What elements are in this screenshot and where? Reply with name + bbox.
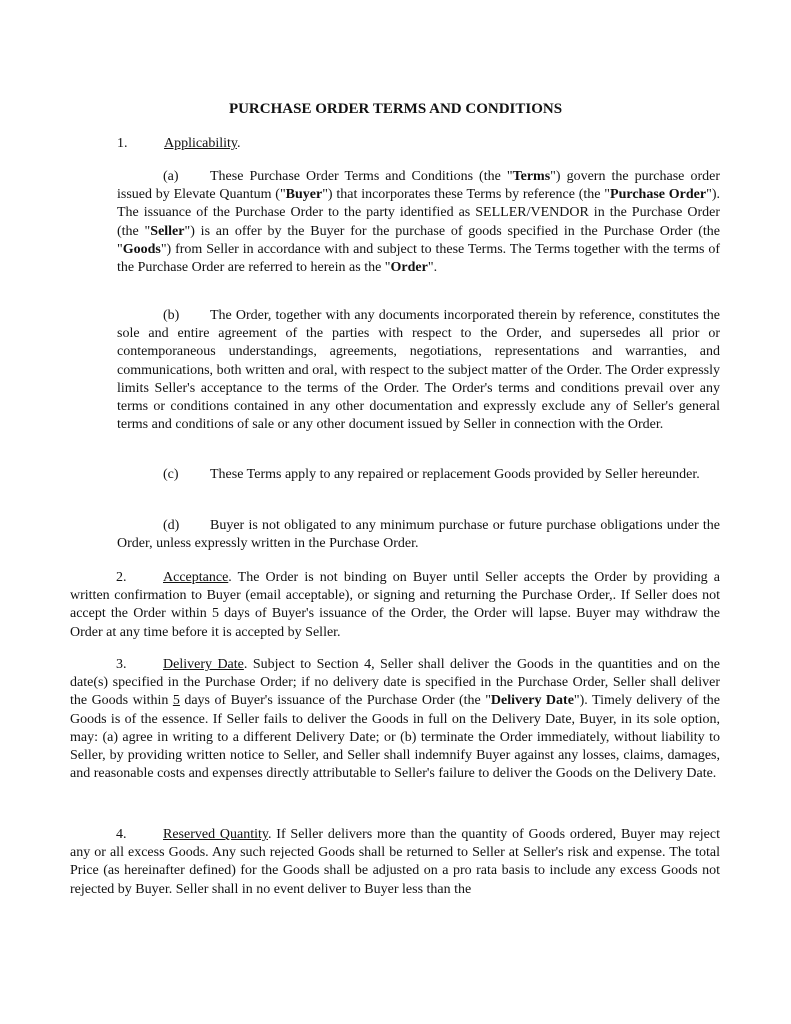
section-3: 3. Delivery Date. Subject to Section 4, Seller shall deliver the Goods in the quantities and on the date(s) specified in the Purchase Order; if no delivery date is specified in the Purchase Order, Seller shall deliver the Goods within 5 days of Buyer's issuance of the Purchase Order (the "Delivery Date"). Timely delivery of the Goods is of the essence. If Seller fails to deliver the Goods in full on the Delivery Date, Buyer, in its sole option, may: (a) agree in writing to a different Delivery Date; or (b) terminate the Order immediately, without liability to Seller, by providing written notice to Seller, and Seller shall indemnify Buyer against any losses, claims, damages, and reasonable costs and expenses directly attributable to Seller's failure to deliver the Goods on the Delivery Date.	[70, 657, 720, 782]
section-number: 4.	[116, 827, 127, 842]
clause-label: (a)	[163, 169, 179, 184]
document-title: PURCHASE ORDER TERMS AND CONDITIONS	[228, 101, 563, 117]
section-4: 4. Reserved Quantity. If Seller delivers more than the quantity of Goods ordered, Buyer may reject any or all excess Goods. Any such rejected Goods shall be returned to Seller at Seller's risk and expense. The total Price (as hereinafter defined) for the Goods shall be adjusted on a pro rata basis to include any excess Goods not rejected by Buyer. Seller shall in no event deliver to Buyer less than the	[70, 827, 720, 897]
section-number: 3.	[116, 657, 127, 672]
section-2: 2. Acceptance. The Order is not binding on Buyer until Seller accepts the Order by providing a written confirmation to Buyer (email acceptable), or signing and returning the Purchase Order,. If Seller does not accept the Order within 5 days of Buyer's issuance of the Order, the Order will lapse. Buyer may withdraw the Order at any time before it is accepted by Seller.	[70, 570, 720, 640]
clause-label: (b)	[163, 308, 180, 323]
clause-1d: (d) Buyer is not obligated to any minimum purchase or future purchase obligations under the Order, unless expressly written in the Purchase Order.	[117, 518, 720, 552]
clause-label: (c)	[163, 467, 179, 482]
section-heading: Reserved Quantity	[163, 827, 268, 842]
section-number: 1.	[117, 136, 128, 151]
clause-1b: (b) The Order, together with any documents incorporated therein by reference, constitutes the sole and entire agreement of the parties with respect to the Order, and supersedes all prior or contemporaneous understandings, agreements, negotiations, representations and warranties, and communications, both written and oral, with respect to the subject matter of the Order. The Order expressly limits Seller's acceptance to the terms of the Order. The Order's terms and conditions prevail over any terms or conditions contained in any other documentation and expressly exclude any of Seller's general terms and conditions of sale or any other document issued by Seller in connection with the Order.	[117, 308, 720, 433]
clause-1a: (a) These Purchase Order Terms and Conditions (the "Terms") govern the purchase order issued by Elevate Quantum ("Buyer") that incorporates these Terms by reference (the "Purchase Order"). The issuance of the Purchase Order to the party identified as SELLER/VENDOR in the Purchase Order (the "Seller") is an offer by the Buyer for the purchase of goods specified in the Purchase Order (the "Goods") from Seller in accordance with and subject to these Terms. The Terms together with the terms of the Purchase Order are referred to herein as the "Order".	[117, 169, 721, 276]
section-heading: Applicability	[164, 136, 237, 151]
clause-1c: (c) These Terms apply to any repaired or replacement Goods provided by Seller hereunder.	[117, 466, 720, 484]
section-heading: Acceptance	[163, 570, 229, 585]
clause-label: (d)	[163, 518, 180, 533]
section-1-heading: 1. Applicability.	[117, 135, 720, 153]
section-number: 2.	[116, 570, 127, 585]
section-heading: Delivery Date	[163, 657, 244, 672]
